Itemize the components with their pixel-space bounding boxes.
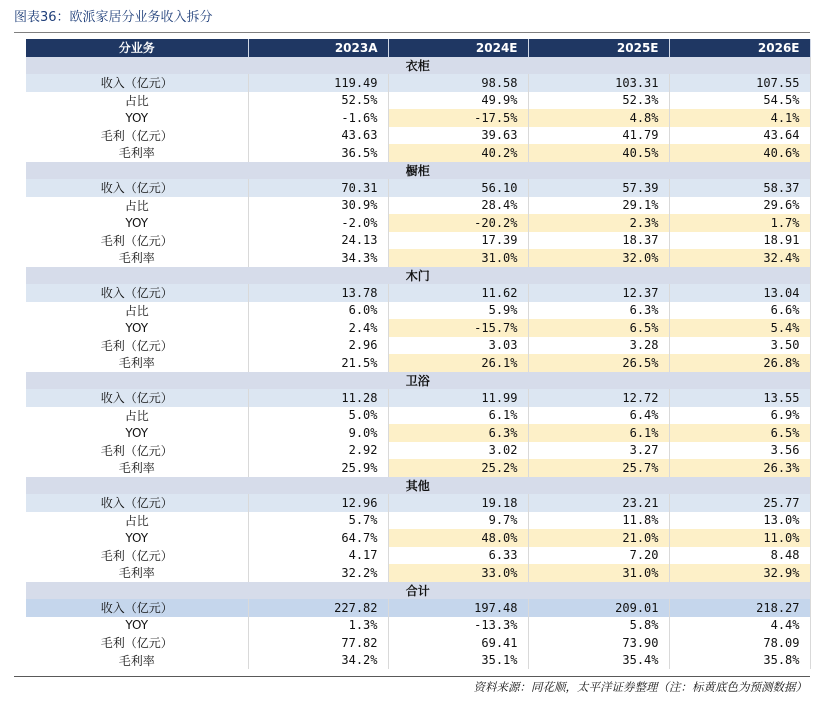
value-cell: 2.96 [248, 337, 388, 355]
value-cell: 12.72 [528, 389, 669, 407]
header-2025e: 2025E [528, 39, 669, 57]
row-label: YOY [26, 214, 248, 232]
bottom-divider [14, 676, 810, 677]
value-cell: 48.0% [388, 529, 528, 547]
row-label: 毛利（亿元） [26, 442, 248, 460]
value-cell: 40.2% [388, 144, 528, 162]
value-cell: 6.5% [669, 424, 810, 442]
row-label: YOY [26, 424, 248, 442]
value-cell: 52.5% [248, 92, 388, 110]
value-cell: 11.28 [248, 389, 388, 407]
value-cell: 23.21 [528, 494, 669, 512]
value-cell: 26.5% [528, 354, 669, 372]
value-cell: 41.79 [528, 127, 669, 145]
value-cell: 18.37 [528, 232, 669, 250]
value-cell: 31.0% [528, 564, 669, 582]
value-cell: -2.0% [248, 214, 388, 232]
table-row [26, 302, 810, 320]
section-title: 橱柜 [26, 162, 810, 180]
value-cell: 13.55 [669, 389, 810, 407]
value-cell: 25.7% [528, 459, 669, 477]
section-title: 木门 [26, 267, 810, 285]
value-cell: 40.6% [669, 144, 810, 162]
value-cell: 6.33 [388, 547, 528, 565]
value-cell: 64.7% [248, 529, 388, 547]
row-label: 收入（亿元） [26, 494, 248, 512]
value-cell: 103.31 [528, 74, 669, 92]
table-row [26, 337, 810, 355]
row-label: 毛利（亿元） [26, 232, 248, 250]
table-row [26, 284, 810, 302]
value-cell: 25.77 [669, 494, 810, 512]
section-title: 其他 [26, 477, 810, 495]
business-split-table [26, 39, 811, 669]
row-label: 占比 [26, 302, 248, 320]
value-cell: 40.5% [528, 144, 669, 162]
value-cell: 35.4% [528, 652, 669, 670]
value-cell: 3.03 [388, 337, 528, 355]
value-cell: 57.39 [528, 179, 669, 197]
table-row [26, 652, 810, 670]
value-cell: 34.3% [248, 249, 388, 267]
table-row [26, 127, 810, 145]
value-cell: 33.0% [388, 564, 528, 582]
value-cell: 6.5% [528, 319, 669, 337]
value-cell: 19.18 [388, 494, 528, 512]
value-cell: 3.02 [388, 442, 528, 460]
row-label: 收入（亿元） [26, 74, 248, 92]
value-cell: -13.3% [388, 617, 528, 635]
value-cell: 11.99 [388, 389, 528, 407]
value-cell: 26.3% [669, 459, 810, 477]
value-cell: 43.63 [248, 127, 388, 145]
value-cell: 30.9% [248, 197, 388, 215]
table-row [26, 389, 810, 407]
value-cell: 197.48 [388, 599, 528, 617]
value-cell: 11.62 [388, 284, 528, 302]
value-cell: 3.50 [669, 337, 810, 355]
row-label: YOY [26, 529, 248, 547]
value-cell: 29.1% [528, 197, 669, 215]
value-cell: 25.9% [248, 459, 388, 477]
value-cell: 6.0% [248, 302, 388, 320]
row-label: 毛利率 [26, 459, 248, 477]
table-row [26, 599, 810, 617]
table-row [26, 512, 810, 530]
table-row [26, 442, 810, 460]
row-label: YOY [26, 617, 248, 635]
row-label: 毛利率 [26, 564, 248, 582]
row-label: 毛利率 [26, 354, 248, 372]
value-cell: 6.9% [669, 407, 810, 425]
value-cell: 6.3% [528, 302, 669, 320]
value-cell: 32.9% [669, 564, 810, 582]
row-label: 毛利率 [26, 652, 248, 670]
value-cell: 43.64 [669, 127, 810, 145]
value-cell: 8.48 [669, 547, 810, 565]
value-cell: 28.4% [388, 197, 528, 215]
value-cell: -1.6% [248, 109, 388, 127]
value-cell: 26.8% [669, 354, 810, 372]
row-label: 毛利率 [26, 144, 248, 162]
value-cell: 36.5% [248, 144, 388, 162]
value-cell: 6.1% [388, 407, 528, 425]
table-row [26, 634, 810, 652]
value-cell: 119.49 [248, 74, 388, 92]
value-cell: 12.96 [248, 494, 388, 512]
value-cell: 11.0% [669, 529, 810, 547]
value-cell: -20.2% [388, 214, 528, 232]
value-cell: 24.13 [248, 232, 388, 250]
value-cell: 17.39 [388, 232, 528, 250]
table-body [26, 57, 810, 670]
section-title: 合计 [26, 582, 810, 600]
table-row [26, 354, 810, 372]
value-cell: 2.4% [248, 319, 388, 337]
table-row [26, 564, 810, 582]
title-divider [14, 32, 810, 33]
value-cell: 1.3% [248, 617, 388, 635]
row-label: 毛利（亿元） [26, 547, 248, 565]
value-cell: 78.09 [669, 634, 810, 652]
section-title: 衣柜 [26, 57, 810, 75]
value-cell: 3.27 [528, 442, 669, 460]
header-2024e: 2024E [388, 39, 528, 57]
value-cell: 73.90 [528, 634, 669, 652]
value-cell: 39.63 [388, 127, 528, 145]
row-label: 占比 [26, 197, 248, 215]
source-note: 资料来源：同花顺，太平洋证券整理（注：标黄底色为预测数据） [473, 680, 807, 694]
row-label: 收入（亿元） [26, 599, 248, 617]
section-header-row [26, 267, 810, 285]
row-label: 占比 [26, 512, 248, 530]
value-cell: 25.2% [388, 459, 528, 477]
value-cell: 35.1% [388, 652, 528, 670]
value-cell: 7.20 [528, 547, 669, 565]
header-segment: 分业务 [26, 39, 248, 57]
table-row [26, 179, 810, 197]
figure-title: 图表36：欧派家居分业务收入拆分 [14, 10, 213, 25]
value-cell: 13.04 [669, 284, 810, 302]
row-label: 毛利（亿元） [26, 634, 248, 652]
table-row [26, 197, 810, 215]
value-cell: 70.31 [248, 179, 388, 197]
value-cell: 3.28 [528, 337, 669, 355]
row-label: 收入（亿元） [26, 389, 248, 407]
table-row [26, 494, 810, 512]
header-2026e: 2026E [669, 39, 810, 57]
value-cell: 18.91 [669, 232, 810, 250]
value-cell: 9.0% [248, 424, 388, 442]
value-cell: 227.82 [248, 599, 388, 617]
value-cell: 6.4% [528, 407, 669, 425]
value-cell: 32.0% [528, 249, 669, 267]
value-cell: 6.3% [388, 424, 528, 442]
section-header-row [26, 582, 810, 600]
value-cell: 5.4% [669, 319, 810, 337]
value-cell: 4.8% [528, 109, 669, 127]
value-cell: 58.37 [669, 179, 810, 197]
header-2023a: 2023A [248, 39, 388, 57]
value-cell: 1.7% [669, 214, 810, 232]
value-cell: 107.55 [669, 74, 810, 92]
section-header-row [26, 162, 810, 180]
value-cell: 3.56 [669, 442, 810, 460]
value-cell: -17.5% [388, 109, 528, 127]
table-row [26, 232, 810, 250]
value-cell: 32.4% [669, 249, 810, 267]
value-cell: 34.2% [248, 652, 388, 670]
row-label: YOY [26, 109, 248, 127]
value-cell: 6.1% [528, 424, 669, 442]
value-cell: 9.7% [388, 512, 528, 530]
section-header-row [26, 57, 810, 75]
value-cell: 5.8% [528, 617, 669, 635]
value-cell: 31.0% [388, 249, 528, 267]
value-cell: 69.41 [388, 634, 528, 652]
table-row [26, 617, 810, 635]
row-label: 占比 [26, 407, 248, 425]
table-header-row [26, 39, 810, 57]
value-cell: 6.6% [669, 302, 810, 320]
value-cell: 35.8% [669, 652, 810, 670]
table-row [26, 407, 810, 425]
value-cell: 218.27 [669, 599, 810, 617]
value-cell: 29.6% [669, 197, 810, 215]
value-cell: 4.1% [669, 109, 810, 127]
section-header-row [26, 372, 810, 390]
row-label: 收入（亿元） [26, 284, 248, 302]
value-cell: 54.5% [669, 92, 810, 110]
value-cell: 32.2% [248, 564, 388, 582]
value-cell: 5.9% [388, 302, 528, 320]
value-cell: 11.8% [528, 512, 669, 530]
value-cell: 209.01 [528, 599, 669, 617]
value-cell: -15.7% [388, 319, 528, 337]
value-cell: 21.5% [248, 354, 388, 372]
table-row [26, 547, 810, 565]
value-cell: 2.92 [248, 442, 388, 460]
value-cell: 5.7% [248, 512, 388, 530]
value-cell: 77.82 [248, 634, 388, 652]
value-cell: 5.0% [248, 407, 388, 425]
row-label: YOY [26, 319, 248, 337]
table-row [26, 249, 810, 267]
table-row [26, 74, 810, 92]
value-cell: 98.58 [388, 74, 528, 92]
value-cell: 12.37 [528, 284, 669, 302]
row-label: 收入（亿元） [26, 179, 248, 197]
table-row [26, 92, 810, 110]
table-row [26, 319, 810, 337]
section-header-row [26, 477, 810, 495]
table-row [26, 529, 810, 547]
table-row [26, 214, 810, 232]
value-cell: 4.17 [248, 547, 388, 565]
value-cell: 52.3% [528, 92, 669, 110]
table-row [26, 424, 810, 442]
table-row [26, 109, 810, 127]
table-row [26, 459, 810, 477]
value-cell: 13.0% [669, 512, 810, 530]
value-cell: 56.10 [388, 179, 528, 197]
value-cell: 26.1% [388, 354, 528, 372]
row-label: 占比 [26, 92, 248, 110]
section-title: 卫浴 [26, 372, 810, 390]
value-cell: 4.4% [669, 617, 810, 635]
value-cell: 13.78 [248, 284, 388, 302]
value-cell: 21.0% [528, 529, 669, 547]
row-label: 毛利（亿元） [26, 127, 248, 145]
table-row [26, 144, 810, 162]
row-label: 毛利率 [26, 249, 248, 267]
value-cell: 2.3% [528, 214, 669, 232]
value-cell: 49.9% [388, 92, 528, 110]
row-label: 毛利（亿元） [26, 337, 248, 355]
